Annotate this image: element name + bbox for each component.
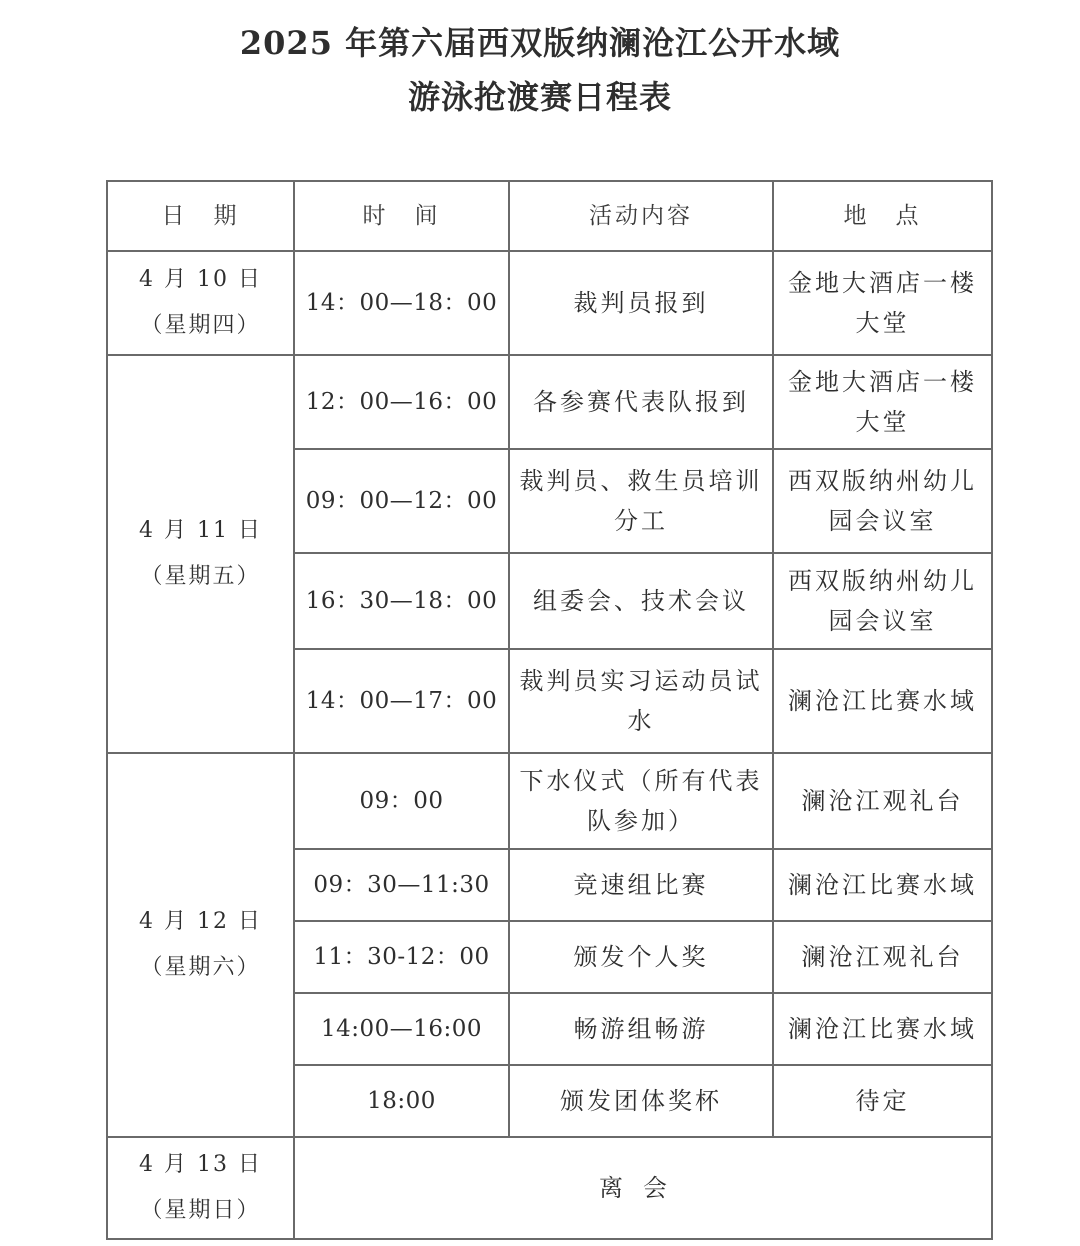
time-cell: 18:00	[294, 1065, 509, 1137]
document-title-line2: 游泳抢渡赛日程表	[407, 78, 672, 116]
date-text: 4 月 11 日	[139, 518, 262, 543]
location-cell: 金地大酒店一楼大堂	[773, 251, 992, 355]
location-cell: 澜沧江比赛水域	[773, 993, 992, 1065]
schedule-table	[106, 180, 993, 1240]
weekday-text: （星期六）	[140, 955, 261, 980]
table-row	[107, 1137, 992, 1239]
time-cell: 14：00—18：00	[294, 251, 509, 355]
time-cell: 14：00—17：00	[294, 649, 509, 753]
location-cell: 西双版纳州幼儿园会议室	[773, 553, 992, 649]
header-date: 日 期	[107, 181, 294, 251]
header-time: 时 间	[294, 181, 509, 251]
date-cell	[107, 753, 294, 1137]
location-cell: 金地大酒店一楼大堂	[773, 355, 992, 449]
activity-cell: 竞速组比赛	[509, 849, 773, 921]
weekday-text: （星期四）	[140, 313, 261, 338]
date-text: 4 月 13 日	[139, 1152, 262, 1177]
time-cell: 14:00—16:00	[294, 993, 509, 1065]
activity-cell: 畅游组畅游	[509, 993, 773, 1065]
location-cell: 待定	[773, 1065, 992, 1137]
weekday-text: （星期五）	[140, 564, 261, 589]
date-cell	[107, 251, 294, 355]
activity-cell: 裁判员报到	[509, 251, 773, 355]
location-cell: 西双版纳州幼儿园会议室	[773, 449, 992, 553]
activity-cell: 组委会、技术会议	[509, 553, 773, 649]
merged-activity-cell: 离会	[294, 1137, 992, 1239]
header-location: 地 点	[773, 181, 992, 251]
table-row	[107, 355, 992, 449]
date-cell	[107, 1137, 294, 1239]
weekday-text: （星期日）	[140, 1198, 261, 1223]
location-cell: 澜沧江观礼台	[773, 921, 992, 993]
table-row	[107, 251, 992, 355]
time-cell: 12：00—16：00	[294, 355, 509, 449]
activity-cell: 颁发个人奖	[509, 921, 773, 993]
document-title-line1: 2025 年第六届西双版纳澜沧江公开水域	[239, 24, 841, 62]
time-cell: 11：30-12：00	[294, 921, 509, 993]
location-cell: 澜沧江比赛水域	[773, 849, 992, 921]
activity-cell: 裁判员、救生员培训分工	[509, 449, 773, 553]
date-text: 4 月 10 日	[139, 267, 262, 292]
date-cell	[107, 355, 294, 753]
activity-cell: 下水仪式（所有代表队参加）	[509, 753, 773, 849]
time-cell: 09：30—11:30	[294, 849, 509, 921]
location-cell: 澜沧江观礼台	[773, 753, 992, 849]
header-activity: 活动内容	[509, 181, 773, 251]
activity-cell: 颁发团体奖杯	[509, 1065, 773, 1137]
table-row	[107, 753, 992, 849]
activity-cell: 裁判员实习运动员试水	[509, 649, 773, 753]
time-cell: 16：30—18：00	[294, 553, 509, 649]
header-row	[107, 181, 992, 251]
activity-cell: 各参赛代表队报到	[509, 355, 773, 449]
time-cell: 09：00	[294, 753, 509, 849]
time-cell: 09：00—12：00	[294, 449, 509, 553]
location-cell: 澜沧江比赛水域	[773, 649, 992, 753]
date-text: 4 月 12 日	[139, 909, 262, 934]
